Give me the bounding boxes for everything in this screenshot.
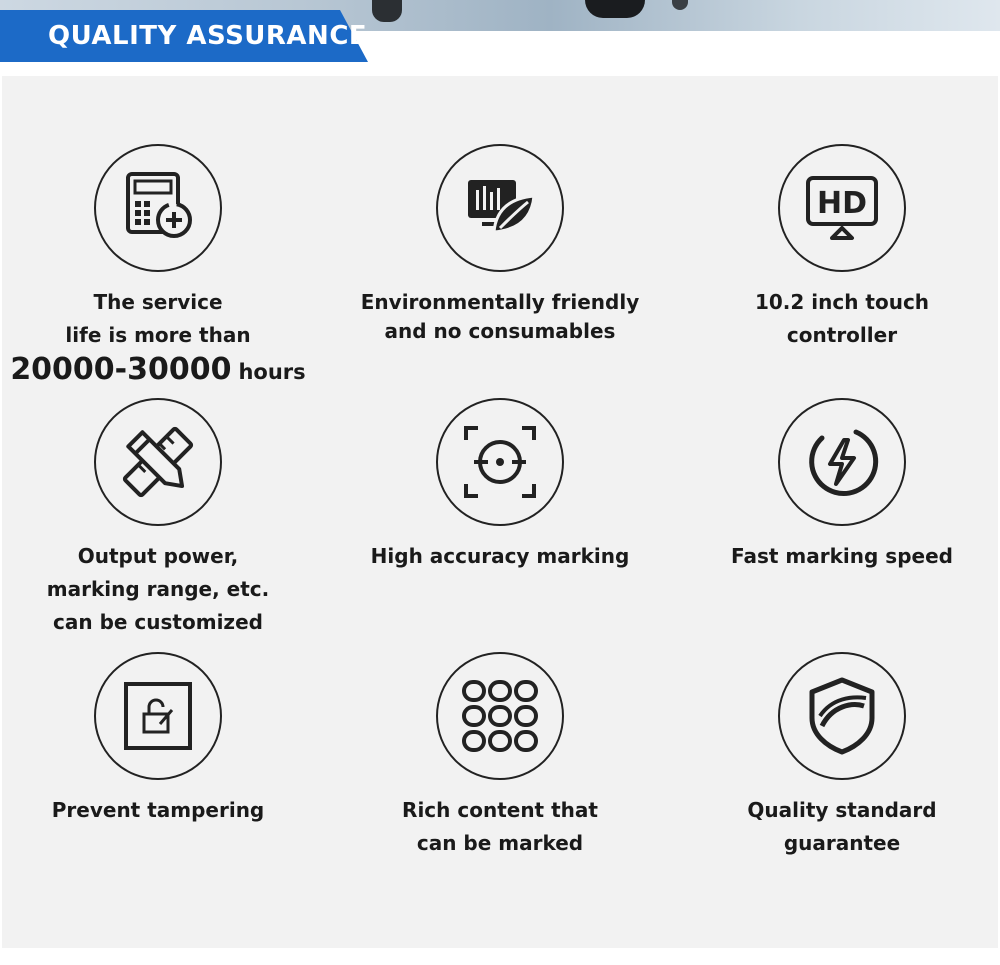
feature-caption-line: Rich content that — [402, 798, 598, 822]
target-focus-icon — [436, 398, 564, 526]
feature-caption-line: controller — [786, 323, 898, 347]
shield-quality-icon — [778, 652, 906, 780]
service-life-hours-unit: hours — [238, 360, 306, 384]
feature-high-accuracy — [335, 398, 665, 573]
feature-caption-line: guarantee — [783, 831, 901, 855]
feature-rich-content — [335, 652, 665, 860]
feature-caption-line: life is more than — [65, 323, 251, 347]
feature-caption-line: Output power, — [77, 544, 239, 568]
feature-caption-line: 10.2 inch touch — [754, 290, 930, 314]
feature-eco-friendly — [335, 144, 665, 348]
feature-touch-controller — [677, 144, 1000, 352]
calculator-clock-icon — [94, 144, 222, 272]
feature-caption-line: Quality standard — [747, 798, 937, 822]
feature-caption-line: High accuracy marking — [370, 544, 630, 568]
feature-caption-line: marking range, etc. — [46, 577, 270, 601]
feature-caption-line: The service — [93, 290, 223, 314]
lightning-speed-icon — [778, 398, 906, 526]
feature-fast-speed — [677, 398, 1000, 573]
feature-caption-line: Fast marking speed — [731, 544, 953, 568]
feature-caption-line: can be marked — [416, 831, 584, 855]
section-title: QUALITY ASSURANCE — [48, 21, 368, 51]
machine-wheel-image — [672, 0, 688, 10]
feature-caption-line: Prevent tampering — [51, 798, 265, 822]
leaf-monitor-icon — [436, 144, 564, 272]
feature-caption-line: Environmentally friendly — [360, 290, 640, 314]
service-life-hours-value: 20000-30000 — [10, 352, 232, 387]
feature-service-life — [0, 144, 323, 390]
feature-prevent-tampering — [0, 652, 323, 827]
svg-text:HD: HD — [816, 186, 868, 221]
tamper-proof-box-icon — [94, 652, 222, 780]
feature-caption-line: and no consumables — [384, 319, 616, 343]
feature-quality-guarantee — [677, 652, 1000, 860]
machine-foot-image — [372, 0, 402, 22]
hd-display-icon — [778, 144, 906, 272]
feature-customizable — [0, 398, 323, 639]
grid-content-icon — [436, 652, 564, 780]
feature-caption-line: can be customized — [53, 610, 263, 634]
pencil-ruler-icon — [94, 398, 222, 526]
machine-base-image — [585, 0, 645, 18]
